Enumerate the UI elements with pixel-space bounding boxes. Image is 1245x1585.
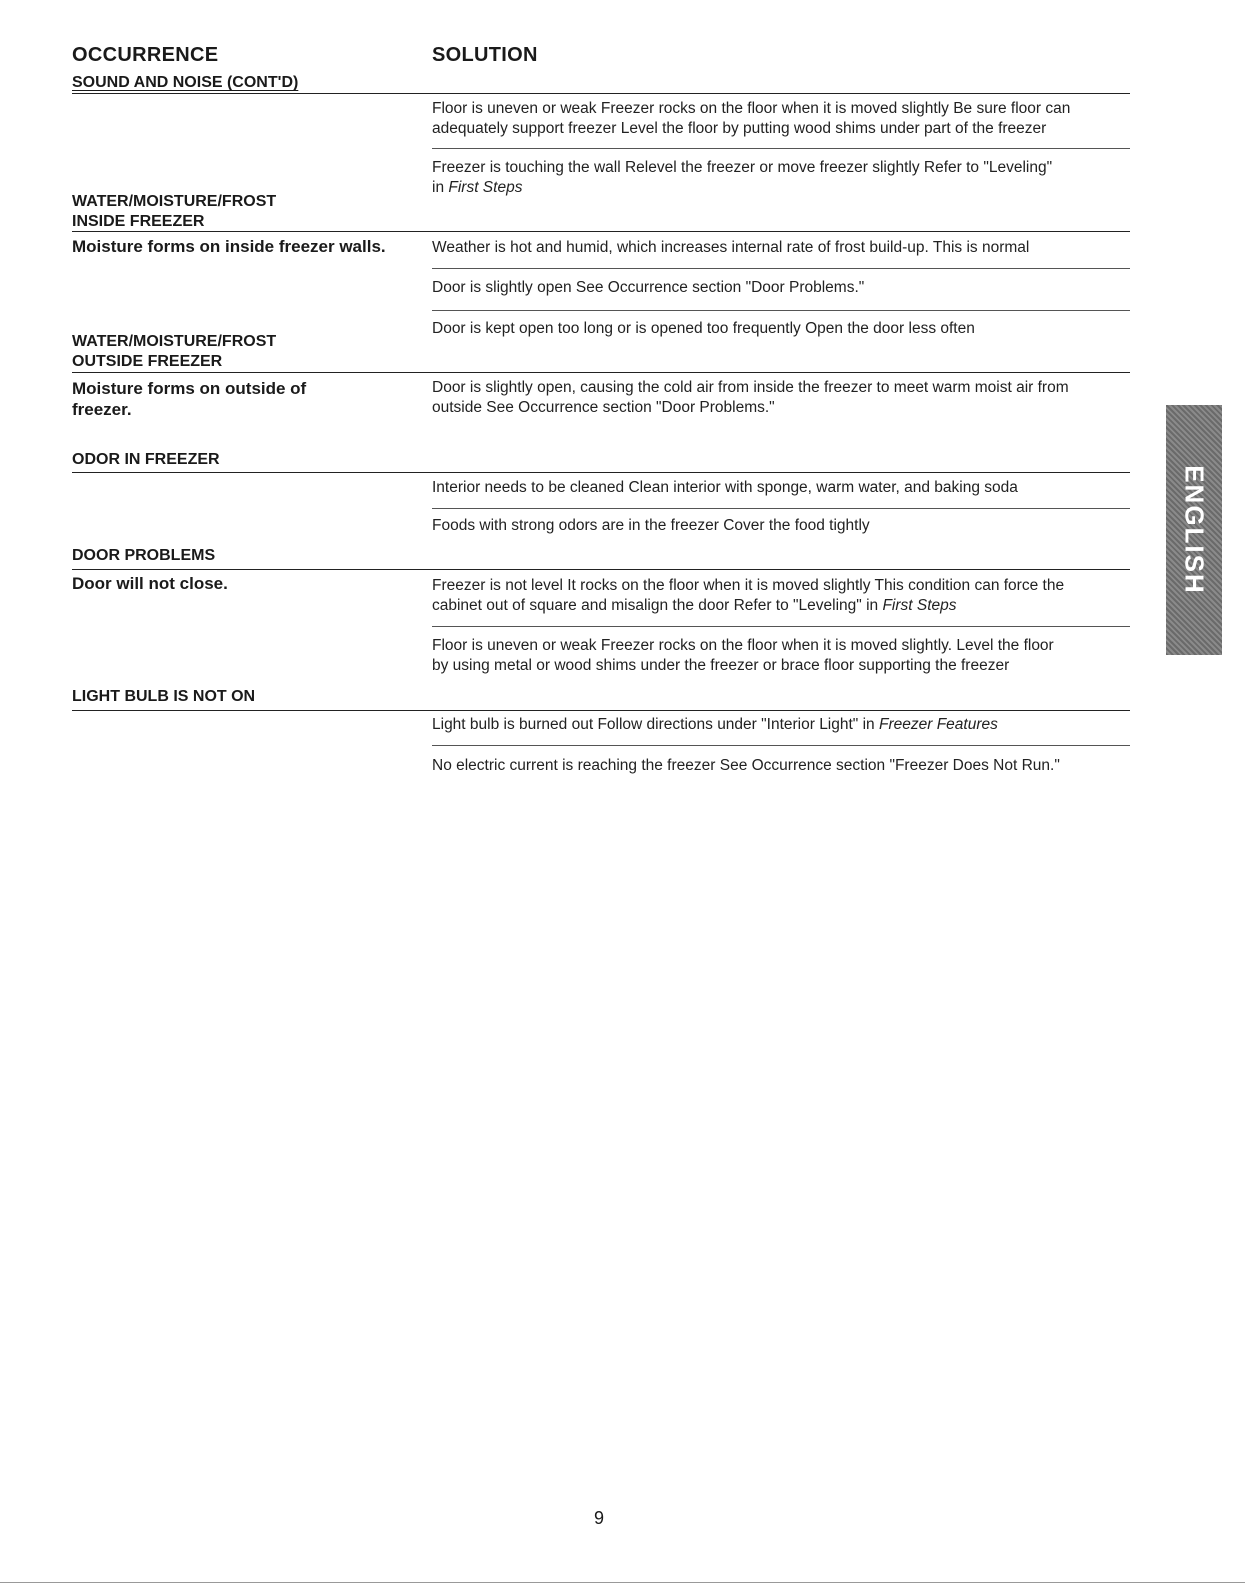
- section-divider: [72, 472, 1130, 473]
- section-divider: [72, 372, 1130, 373]
- solution-header: SOLUTION: [432, 44, 538, 66]
- section-divider: [72, 710, 1130, 711]
- occurrence-header: OCCURRENCE: [72, 44, 219, 66]
- language-tab: ENGLISH: [1166, 405, 1222, 655]
- page-number: 9: [594, 1508, 605, 1528]
- section-divider: [72, 93, 1130, 94]
- solution-text: Floor is uneven or weak Freezer rocks on the floor when it is moved slightly Be sure floor can adequately support freezer Level the floor by putting wood shims under part of the freezer: [432, 100, 1071, 137]
- solution-text: Foods with strong odors are in the freezer Cover the food tightly: [432, 517, 870, 534]
- section-divider: [72, 569, 1130, 570]
- solution-text: Door is slightly open See Occurrence section "Door Problems.": [432, 279, 865, 296]
- section-water-inside: WATER/MOISTURE/FROST INSIDE FREEZER: [72, 193, 277, 230]
- page-bottom-edge: [0, 1582, 1245, 1583]
- section-light: LIGHT BULB IS NOT ON: [72, 688, 256, 705]
- solution-divider: [432, 745, 1130, 746]
- occurrence-moisture-outside: Moisture forms on outside of freezer.: [72, 379, 307, 419]
- solution-text: Door is slightly open, causing the cold air from inside the freezer to meet warm moist air from outside See Occurrence section "Door Problems.": [432, 379, 1069, 416]
- section-door: DOOR PROBLEMS: [72, 547, 216, 564]
- section-water-outside: WATER/MOISTURE/FROST OUTSIDE FREEZER: [72, 333, 277, 370]
- solution-divider: [432, 148, 1130, 149]
- solution-text: Freezer is touching the wall Relevel the freezer or move freezer slightly Refer to "Leveling" in First Steps: [432, 159, 1053, 196]
- solution-text: No electric current is reaching the freezer See Occurrence section "Freezer Does Not Run.": [432, 757, 1060, 774]
- occurrence-moisture-inside: Moisture forms on inside freezer walls.: [72, 237, 386, 256]
- solution-text: Weather is hot and humid, which increases internal rate of frost build-up. This is normal: [432, 239, 1030, 256]
- solution-text: Floor is uneven or weak Freezer rocks on the floor when it is moved slightly. Level the floor by using metal or wood shims under the freezer or brace floor supporting the freezer: [432, 637, 1054, 674]
- solution-text: Door is kept open too long or is opened too frequently Open the door less often: [432, 320, 975, 337]
- solution-divider: [432, 268, 1130, 269]
- solution-text: Light bulb is burned out Follow directions under "Interior Light" in Freezer Features: [432, 716, 998, 733]
- solution-divider: [432, 310, 1130, 311]
- section-odor: ODOR IN FREEZER: [72, 451, 220, 468]
- occurrence-door-not-close: Door will not close.: [72, 574, 228, 593]
- solution-text: Interior needs to be cleaned Clean interior with sponge, warm water, and baking soda: [432, 479, 1018, 496]
- solution-text: Freezer is not level It rocks on the floor when it is moved slightly This condition can force the cabinet out of square and misalign the door Refer to "Leveling" in First Steps: [432, 577, 1065, 614]
- solution-divider: [432, 508, 1130, 509]
- section-sound-noise: SOUND AND NOISE (CONT'D): [72, 74, 299, 91]
- solution-divider: [432, 626, 1130, 627]
- section-divider: [72, 231, 1130, 232]
